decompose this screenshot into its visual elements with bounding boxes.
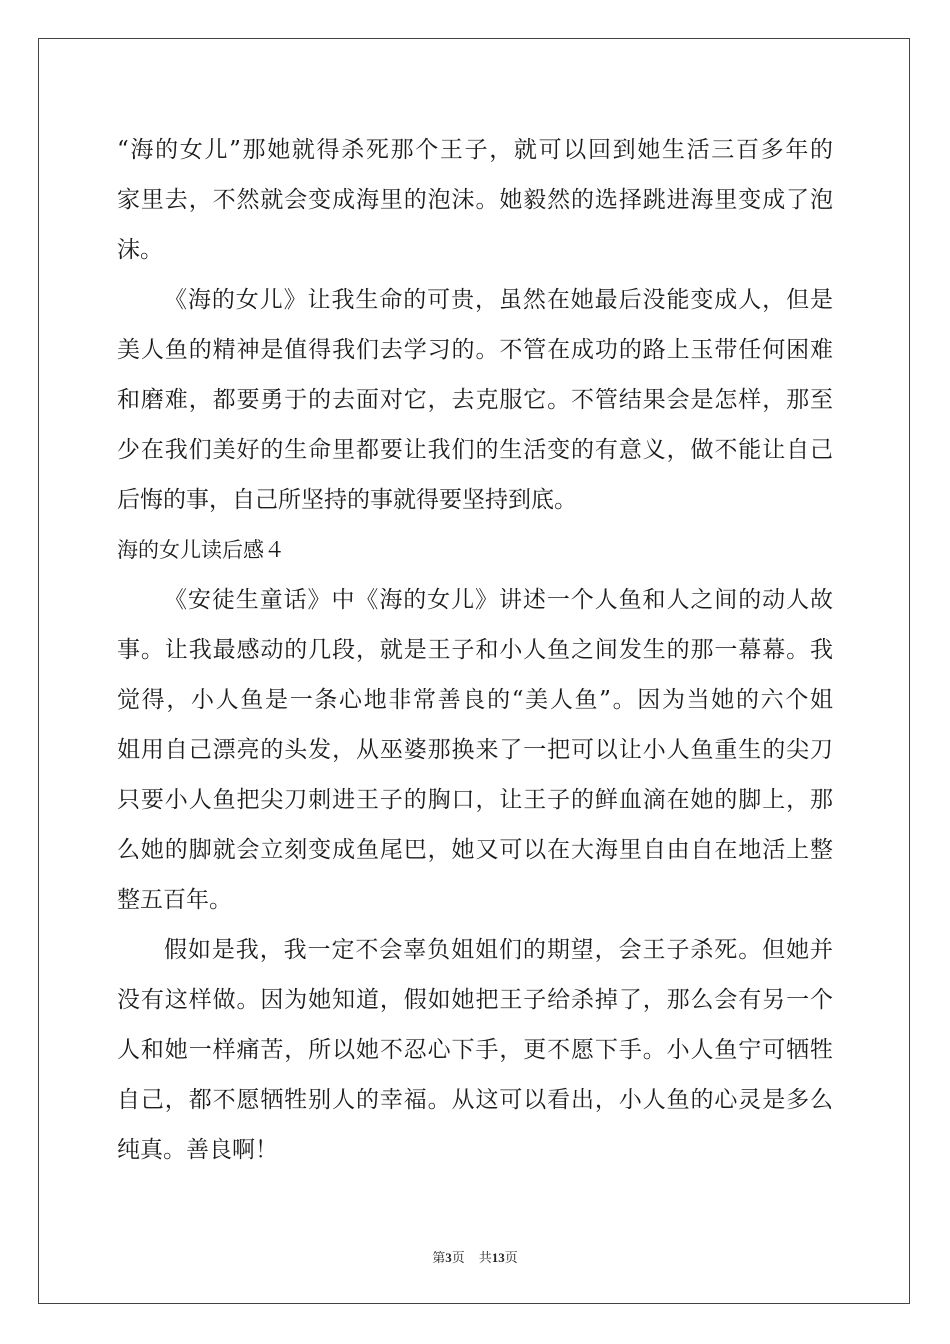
paragraph	[117, 275, 833, 525]
text-line: 后悔的事，自己所坚持的事就得要坚持到底。	[117, 487, 577, 513]
page-label-prefix: 第	[432, 1250, 446, 1265]
total-label-suffix: 页	[504, 1250, 518, 1265]
section-heading: 海的女儿读后感４	[117, 538, 285, 562]
text-line: 《海的女儿》让我生命的可贵，虽然在她最后没能变成人，但是	[164, 287, 833, 313]
text-line: 人和她一样痛苦，所以她不忍心下手，更不愿下手。小人鱼宁可牺牲	[117, 1037, 833, 1063]
text-line: 么她的脚就会立刻变成鱼尾巴，她又可以在大海里自由自在地活上整	[117, 837, 833, 863]
page-footer	[0, 1247, 950, 1266]
text-line: 事。让我最感动的几段，就是王子和小人鱼之间发生的那一幕幕。我	[117, 637, 833, 663]
text-line: 和磨难，都要勇于的去面对它，去克服它。不管结果会是怎样，那至	[117, 387, 833, 413]
text-line: 只要小人鱼把尖刀刺进王子的胸口，让王子的鲜血滴在她的脚上，那	[117, 787, 833, 813]
page-label-suffix: 页	[451, 1250, 465, 1265]
text-line: 《安徒生童话》中《海的女儿》讲述一个人鱼和人之间的动人故	[164, 587, 833, 613]
text-line: 假如是我，我一定不会辜负姐姐们的期望，会王子杀死。但她并	[164, 937, 833, 963]
text-line: 美人鱼的精神是值得我们去学习的。不管在成功的路上玉带任何困难	[117, 337, 833, 363]
text-line: 整五百年。	[117, 887, 232, 913]
text-line: “海的女儿”那她就得杀死那个王子，就可以回到她生活三百多年的	[117, 137, 833, 163]
page-number: 3	[445, 1250, 452, 1265]
text-line: 觉得，小人鱼是一条心地非常善良的“美人鱼”。因为当她的六个姐	[117, 687, 833, 713]
paragraph	[117, 925, 833, 1175]
text-line: 自己，都不愿牺牲别人的幸福。从这可以看出，小人鱼的心灵是多么	[117, 1087, 833, 1113]
document-body	[117, 125, 833, 1175]
text-line: 家里去，不然就会变成海里的泡沫。她毅然的选择跳进海里变成了泡	[117, 187, 833, 213]
text-line: 纯真。善良啊！	[117, 1137, 278, 1163]
total-label-prefix: 共	[478, 1250, 492, 1265]
paragraph	[117, 575, 833, 925]
text-line: 没有这样做。因为她知道，假如她把王子给杀掉了，那么会有另一个	[117, 987, 833, 1013]
total-pages: 13	[491, 1250, 505, 1265]
text-line: 姐用自己漂亮的头发，从巫婆那换来了一把可以让小人鱼重生的尖刀	[117, 737, 833, 763]
text-line: 沫。	[117, 237, 163, 263]
paragraph	[117, 125, 833, 275]
text-line: 少在我们美好的生命里都要让我们的生活变的有意义，做不能让自己	[117, 437, 833, 463]
